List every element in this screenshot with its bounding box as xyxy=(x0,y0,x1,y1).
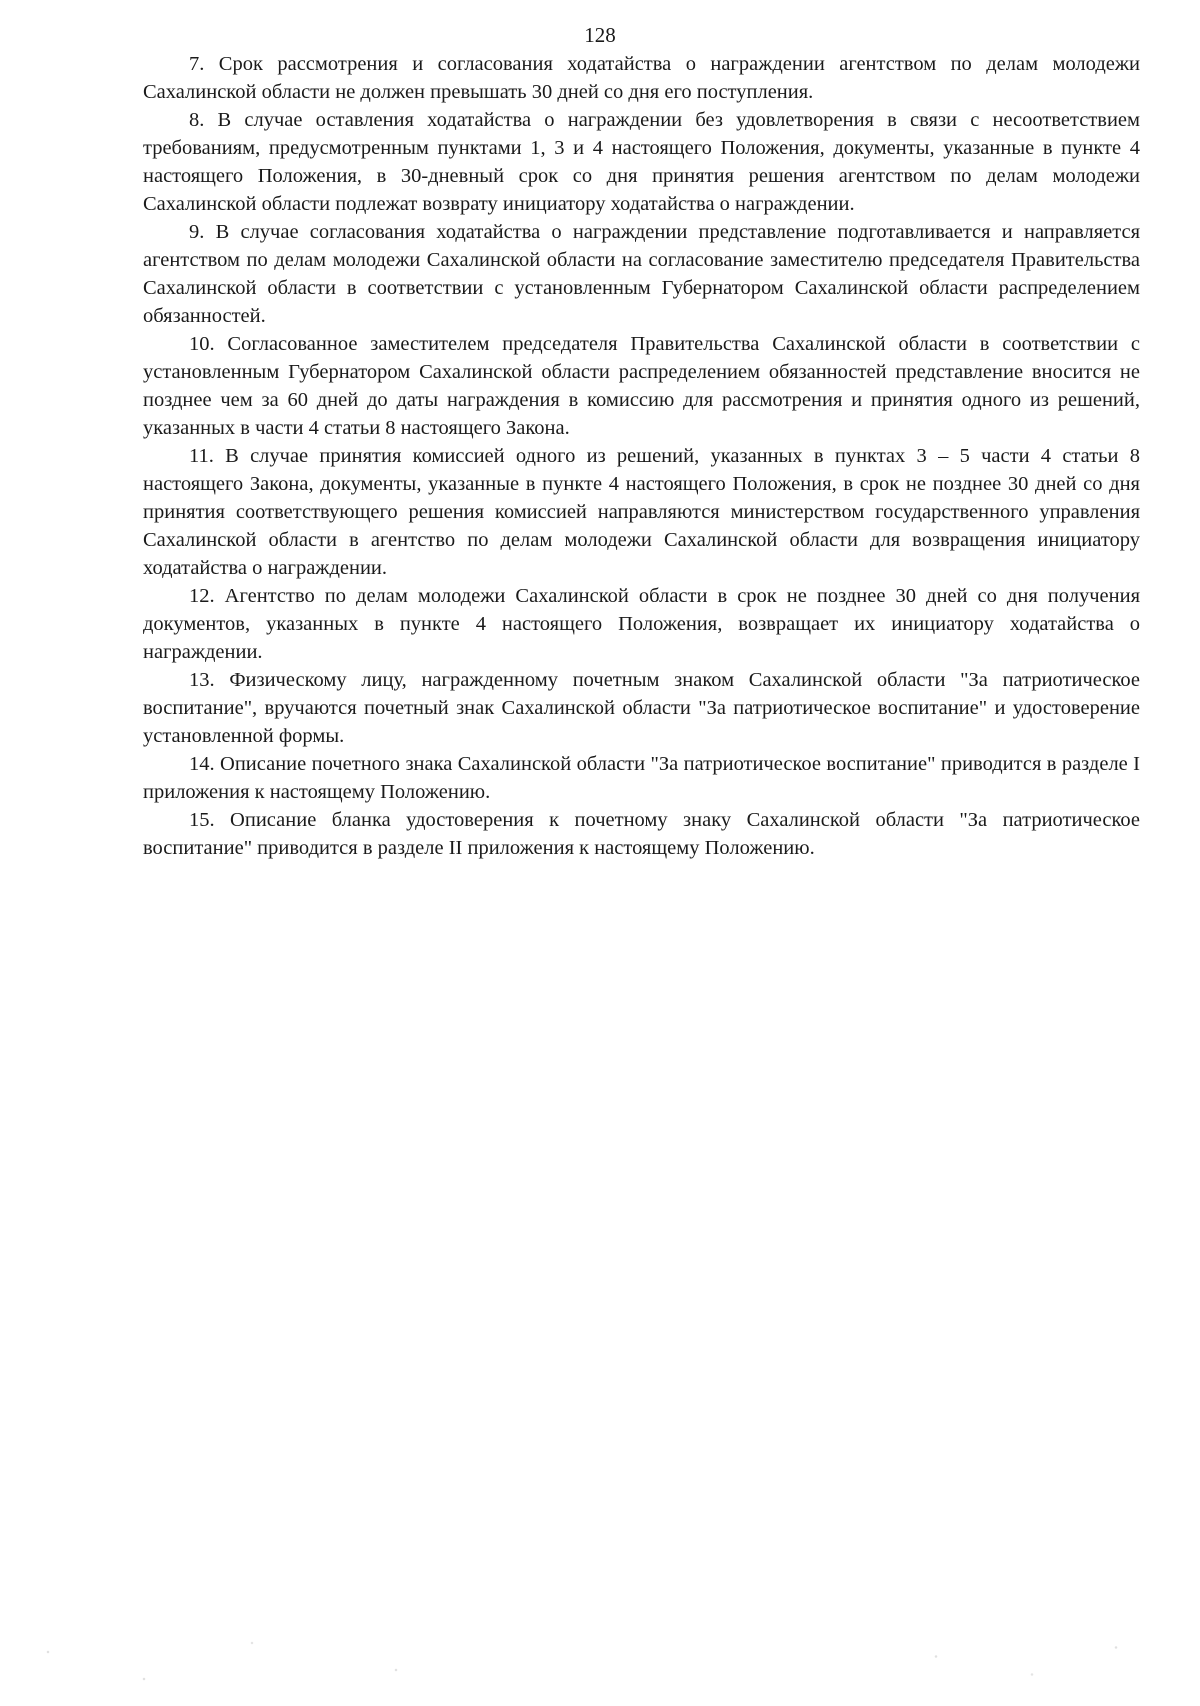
document-body xyxy=(143,50,1140,862)
paragraph-11: 11. В случае принятия комиссией одного из решений, указанных в пунктах 3 – 5 части 4 статьи 8 настоящего Закона, документы, указанные в пункте 4 настоящего Положения, в срок не позднее 30 дней со дня принятия соответствующего решения комиссией направляются министерством государственного управления Сахалинской области в агентство по делам молодежи Сахалинской области для возвращения инициатору ходатайства о награждении. xyxy=(143,445,1140,579)
paragraph-10: 10. Согласованное заместителем председателя Правительства Сахалинской области в соответствии с установленным Губернатором Сахалинской области распределением обязанностей представление вносится не позднее чем за 60 дней до даты награждения в комиссию для рассмотрения и принятия одного из решений, указанных в части 4 статьи 8 настоящего Закона. xyxy=(143,333,1140,439)
paragraph-8: 8. В случае оставления ходатайства о награждении без удовлетворения в связи с несоответствием требованиям, предусмотренным пунктами 1, 3 и 4 настоящего Положения, документы, указанные в пункте 4 настоящего Положения, в 30-дневный срок со дня принятия решения агентством по делам молодежи Сахалинской области подлежат возврату инициатору ходатайства о награждении. xyxy=(143,109,1140,215)
scan-noise xyxy=(0,1616,1200,1706)
paragraph-13: 13. Физическому лицу, награжденному почетным знаком Сахалинской области "За патриотическое воспитание", вручаются почетный знак Сахалинской области "За патриотическое воспитание" и удостоверение установленной формы. xyxy=(143,669,1140,747)
paragraph-15: 15. Описание бланка удостоверения к почетному знаку Сахалинской области "За патриотическое воспитание" приводится в разделе II приложения к настоящему Положению. xyxy=(143,809,1140,859)
paragraph-9: 9. В случае согласования ходатайства о награждении представление подготавливается и направляется агентством по делам молодежи Сахалинской области на согласование заместителю председателя Правительства Сахалинской области в соответствии с установленным Губернатором Сахалинской области распределением обязанностей. xyxy=(143,221,1140,327)
paragraph-14: 14. Описание почетного знака Сахалинской области "За патриотическое воспитание" приводится в разделе I приложения к настоящему Положению. xyxy=(143,753,1140,803)
page-number: 128 xyxy=(584,23,616,47)
paragraph-12: 12. Агентство по делам молодежи Сахалинской области в срок не позднее 30 дней со дня получения документов, указанных в пункте 4 настоящего Положения, возвращает их инициатору ходатайства о награждении. xyxy=(143,585,1140,663)
paragraph-7: 7. Срок рассмотрения и согласования ходатайства о награждении агентством по делам молодежи Сахалинской области не должен превышать 30 дней со дня его поступления. xyxy=(143,53,1140,103)
